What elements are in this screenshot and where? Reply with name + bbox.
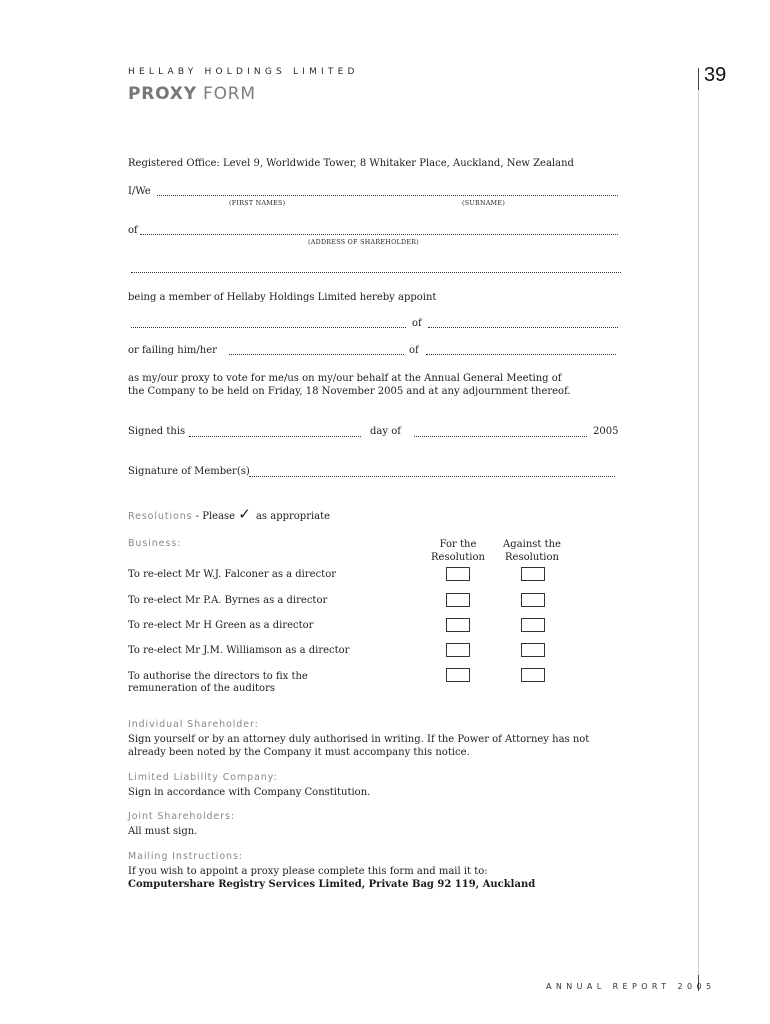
resolution-1-label: To re-elect Mr W.J. Falconer as a director	[128, 569, 336, 580]
iwe-label: I/We	[128, 186, 151, 197]
resolutions-instruction	[128, 504, 330, 523]
margin-rule-top	[698, 68, 699, 90]
resolution-1-against-checkbox[interactable]	[521, 567, 545, 581]
col-for-header-1: For the	[439, 539, 477, 550]
name-field[interactable]	[157, 195, 618, 196]
signed-label: Signed this	[128, 426, 186, 437]
form-title-bold: PROXY	[128, 84, 197, 104]
joint-heading: Joint Shareholders:	[128, 811, 235, 822]
resolution-3-for-checkbox[interactable]	[446, 618, 470, 632]
resolution-5-label-line-2: remuneration of the auditors	[128, 683, 275, 694]
of-label-3: of	[409, 345, 419, 356]
form-title	[128, 84, 256, 104]
col-against-header-1: Against the	[503, 539, 561, 550]
page-number: 39	[704, 64, 727, 86]
mailing-address: Computershare Registry Services Limited, Private Bag 92 119, Auckland	[128, 879, 536, 890]
proxy-text-line-2: the Company to be held on Friday, 18 November 2005 and at any adjournment thereof.	[128, 386, 571, 397]
resolution-2-against-checkbox[interactable]	[521, 593, 545, 607]
margin-rule	[698, 90, 699, 990]
resolution-4-label: To re-elect Mr J.M. Williamson as a director	[128, 645, 350, 656]
check-icon: ✓	[238, 505, 251, 523]
resolutions-instruction-post: as appropriate	[255, 511, 331, 522]
year-label: 2005	[593, 426, 619, 437]
surname-caption: (SURNAME)	[462, 200, 506, 207]
of-label: of	[128, 225, 138, 236]
member-text: being a member of Hellaby Holdings Limited hereby appoint	[128, 292, 437, 303]
resolution-4-for-checkbox[interactable]	[446, 643, 470, 657]
resolution-2-for-checkbox[interactable]	[446, 593, 470, 607]
col-for-header-2: Resolution	[431, 552, 485, 563]
signed-month-field[interactable]	[414, 436, 587, 437]
address-caption: (ADDRESS OF SHAREHOLDER)	[308, 239, 420, 246]
individual-heading: Individual Shareholder:	[128, 719, 259, 730]
footer-text: ANNUAL REPORT 2005	[546, 982, 716, 991]
alternate-proxy-name-field[interactable]	[229, 354, 404, 355]
resolution-5-label-line-1: To authorise the directors to fix the	[128, 671, 308, 682]
signature-field[interactable]	[249, 476, 615, 477]
individual-line-2: already been noted by the Company it must accompany this notice.	[128, 747, 470, 758]
signature-label: Signature of Member(s)	[128, 466, 250, 477]
resolutions-instruction-pre: - Please	[192, 511, 239, 522]
business-heading: Business:	[128, 538, 182, 549]
alternate-proxy-address-field[interactable]	[426, 354, 616, 355]
resolutions-heading: Resolutions	[128, 511, 193, 522]
form-title-rest: FORM	[196, 84, 256, 104]
address-field-2[interactable]	[131, 272, 621, 273]
proxy-name-field[interactable]	[131, 327, 406, 328]
resolution-3-label: To re-elect Mr H Green as a director	[128, 620, 314, 631]
proxy-text-line-1: as my/our proxy to vote for me/us on my/our behalf at the Annual General Meeting of	[128, 373, 562, 384]
resolution-5-for-checkbox[interactable]	[446, 668, 470, 682]
address-field[interactable]	[140, 234, 618, 235]
mailing-line-1: If you wish to appoint a proxy please complete this form and mail it to:	[128, 866, 488, 877]
resolution-5-against-checkbox[interactable]	[521, 668, 545, 682]
signed-day-field[interactable]	[189, 436, 361, 437]
joint-line-1: All must sign.	[128, 826, 198, 837]
resolution-1-for-checkbox[interactable]	[446, 567, 470, 581]
limited-heading: Limited Liability Company:	[128, 772, 278, 783]
first-names-caption: (FIRST NAMES)	[229, 200, 286, 207]
registered-office: Registered Office: Level 9, Worldwide Tower, 8 Whitaker Place, Auckland, New Zealand	[128, 158, 574, 169]
mailing-heading: Mailing Instructions:	[128, 851, 243, 862]
proxy-address-field[interactable]	[428, 327, 618, 328]
limited-line-1: Sign in accordance with Company Constitution.	[128, 787, 371, 798]
resolution-3-against-checkbox[interactable]	[521, 618, 545, 632]
resolution-4-against-checkbox[interactable]	[521, 643, 545, 657]
day-of-label: day of	[370, 426, 401, 437]
failing-label: or failing him/her	[128, 345, 217, 356]
company-name: HELLABY HOLDINGS LIMITED	[128, 67, 359, 77]
resolution-2-label: To re-elect Mr P.A. Byrnes as a director	[128, 595, 328, 606]
individual-line-1: Sign yourself or by an attorney duly authorised in writing. If the Power of Attorney has not	[128, 734, 590, 745]
of-label-2: of	[412, 318, 422, 329]
col-against-header-2: Resolution	[505, 552, 559, 563]
